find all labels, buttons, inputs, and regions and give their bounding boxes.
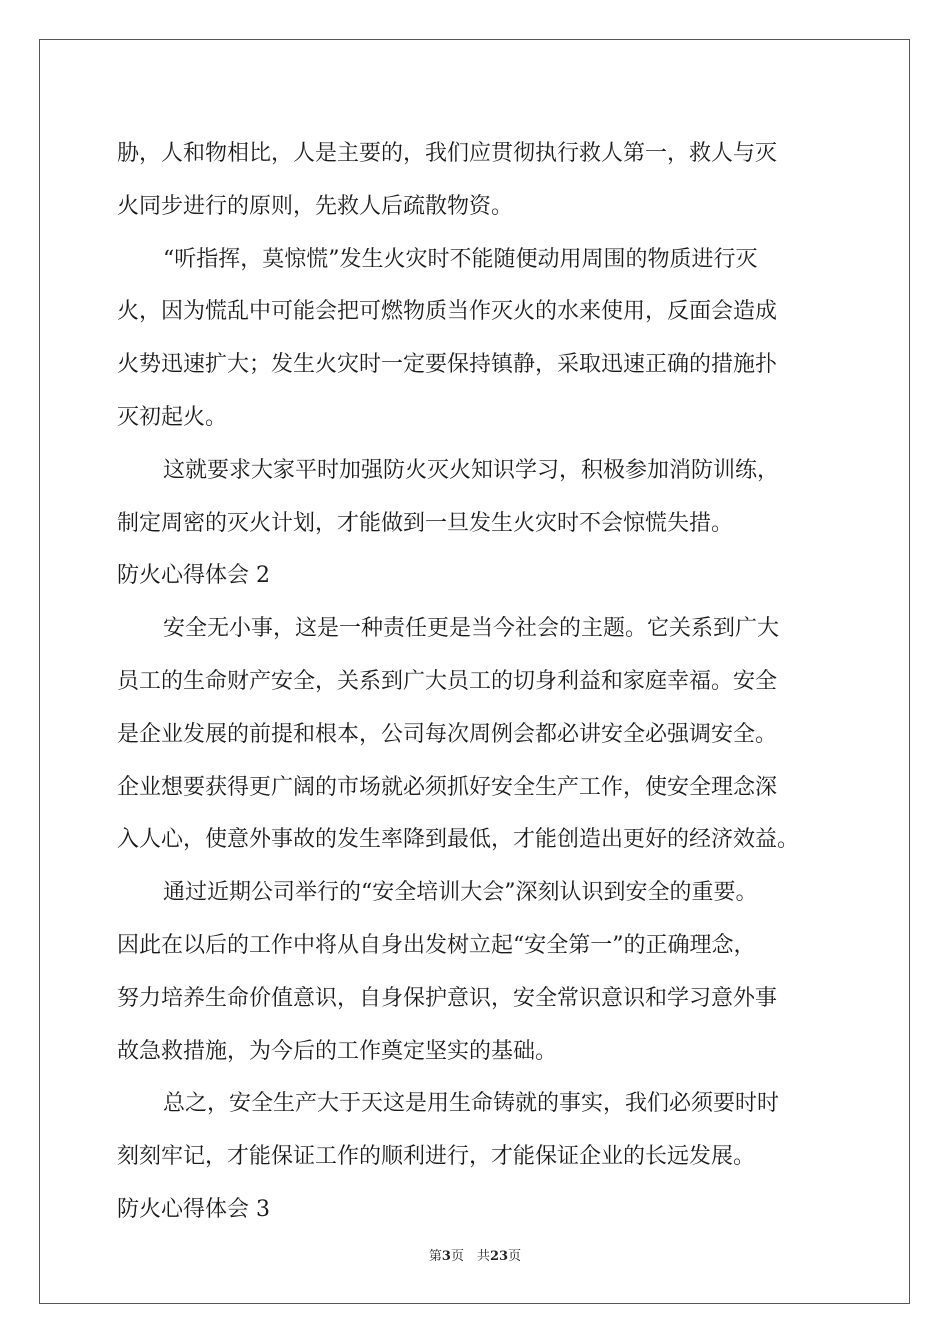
text-line: 故急救措施，为今后的工作奠定坚实的基础。 xyxy=(117,1038,558,1064)
footer-page-number: 3 xyxy=(441,1249,451,1264)
text-line: 入人心，使意外事故的发生率降到最低，才能创造出更好的经济效益。 xyxy=(117,827,800,853)
text-line: 是企业发展的前提和根本，公司每次周例会都必讲安全必强调安全。 xyxy=(117,721,778,747)
text-line: 努力培养生命价值意识，自身保护意识，安全常识意识和学习意外事 xyxy=(117,985,778,1011)
text-line: 安全无小事，这是一种责任更是当今社会的主题。它关系到广大 xyxy=(163,616,780,642)
text-line: 火，因为慌乱中可能会把可燃物质当作灭火的水来使用，反面会造成 xyxy=(117,299,778,325)
text-line: 火势迅速扩大；发生火灾时一定要保持镇静，采取迅速正确的措施扑 xyxy=(117,352,778,378)
footer-total-pages: 23 xyxy=(489,1249,509,1264)
page-footer xyxy=(0,1245,950,1264)
text-line: 员工的生命财产安全，关系到广大员工的切身利益和家庭幸福。安全 xyxy=(117,668,778,694)
document-body xyxy=(117,128,839,1237)
footer-prefix: 第 xyxy=(428,1249,442,1264)
section-heading: 防火心得体会 3 xyxy=(117,1196,270,1222)
text-line: 灭初起火。 xyxy=(117,404,228,430)
text-line: 制定周密的灭火计划，才能做到一旦发生火灾时不会惊慌失措。 xyxy=(117,510,734,536)
text-line: 火同步进行的原则，先救人后疏散物资。 xyxy=(117,193,514,219)
text-line: 企业想要获得更广阔的市场就必须抓好安全生产工作，使安全理念深 xyxy=(117,774,778,800)
text-line: 这就要求大家平时加强防火灭火知识学习，积极参加消防训练， xyxy=(163,457,780,483)
text-line: 总之，安全生产大于天这是用生命铸就的事实，我们必须要时时 xyxy=(163,1091,780,1117)
footer-suffix: 页 xyxy=(508,1249,522,1264)
text-line: 刻刻牢记，才能保证工作的顺利进行，才能保证企业的长远发展。 xyxy=(117,1144,756,1170)
text-line: 胁，人和物相比，人是主要的，我们应贯彻执行救人第一，救人与灭 xyxy=(117,141,778,166)
text-line: 因此在以后的工作中将从自身出发树立起“安全第一”的正确理念， xyxy=(117,932,756,958)
text-line: 通过近期公司举行的“安全培训大会”深刻认识到安全的重要。 xyxy=(163,880,758,906)
footer-mid: 页 共 xyxy=(450,1249,490,1264)
text-line: “听指挥，莫惊慌”发生火灾时不能随便动用周围的物质进行灭 xyxy=(163,246,758,272)
section-heading: 防火心得体会 2 xyxy=(117,563,270,589)
